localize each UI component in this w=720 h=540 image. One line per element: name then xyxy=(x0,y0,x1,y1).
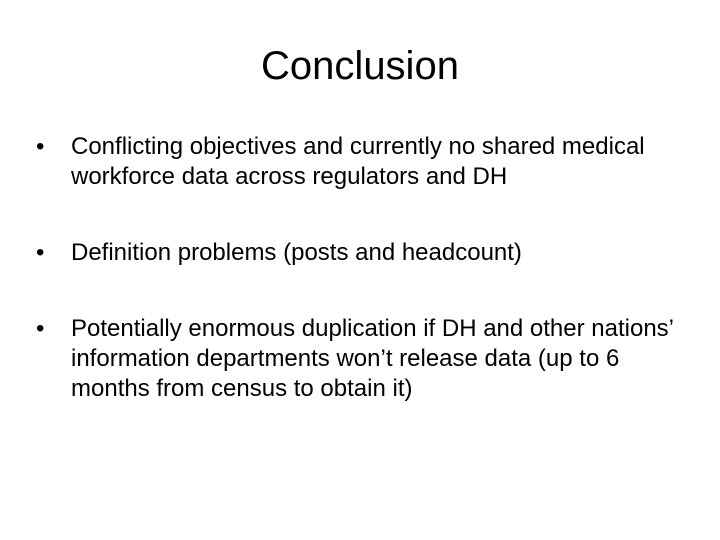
bullet-icon: • xyxy=(36,315,45,342)
slide-title: Conclusion xyxy=(261,44,459,88)
bullet-text: Definition problems (posts and headcount) xyxy=(71,239,522,266)
bullet-text: Potentially enormous duplication if DH and other nations’ information departments won’t release data (up to 6 months from census to obtain it) xyxy=(71,315,674,402)
bullet-item xyxy=(36,314,686,404)
bullet-list xyxy=(36,132,686,404)
bullet-item xyxy=(36,132,686,192)
bullet-icon: • xyxy=(36,239,45,266)
bullet-text: Conflicting objectives and currently no shared medical workforce data across regulators and DH xyxy=(71,133,645,190)
bullet-icon: • xyxy=(36,133,45,160)
bullet-item xyxy=(36,238,686,268)
